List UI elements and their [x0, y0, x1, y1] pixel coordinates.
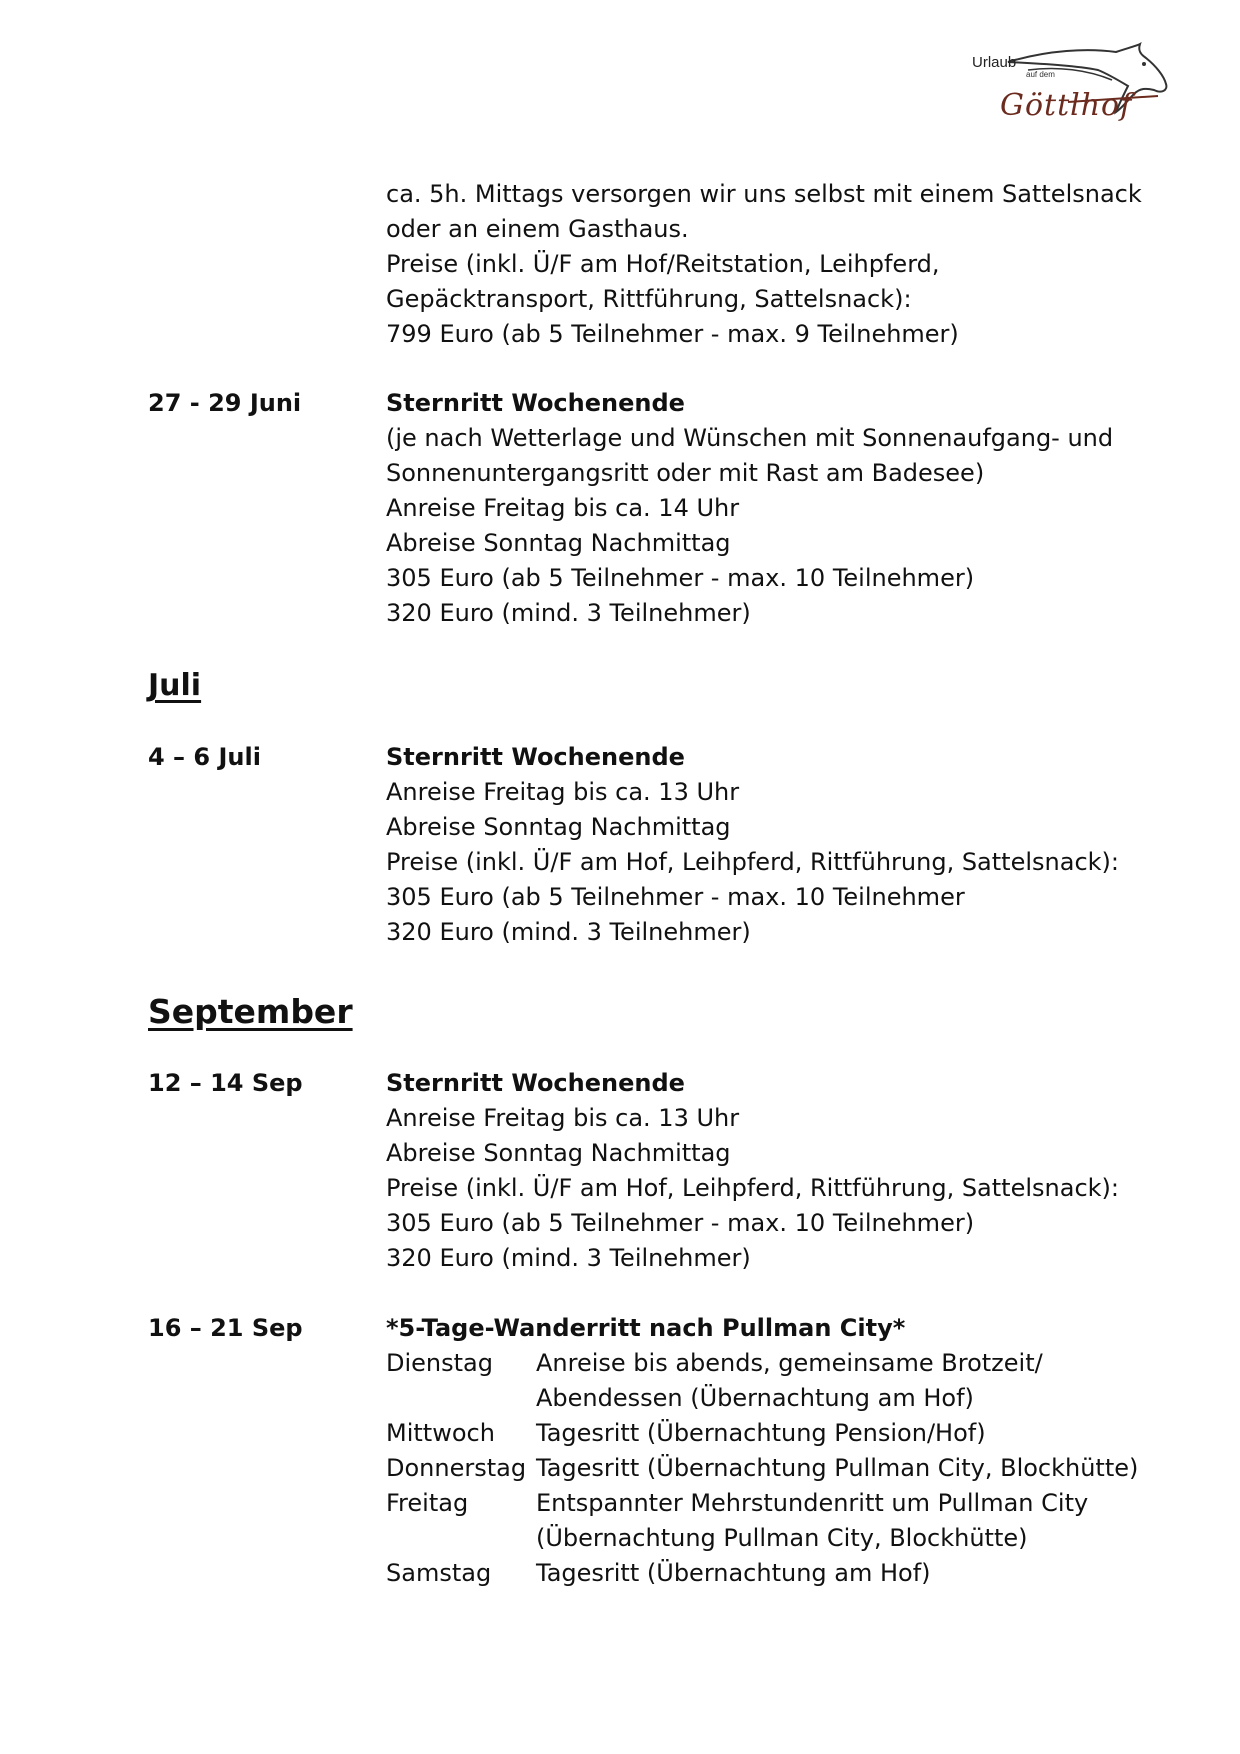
- intro-line: Preise (inkl. Ü/F am Hof/Reitstation, Leihpferd,: [386, 250, 940, 278]
- event-detail: Preise (inkl. Ü/F am Hof, Leihpferd, Rittführung, Sattelsnack):: [386, 848, 1119, 876]
- event-detail: 305 Euro (ab 5 Teilnehmer - max. 10 Teilnehmer: [386, 883, 965, 911]
- schedule-day: Samstag: [386, 1559, 492, 1587]
- intro-line: ca. 5h. Mittags versorgen wir uns selbst mit einem Sattelsnack: [386, 180, 1142, 208]
- schedule-day: Dienstag: [386, 1349, 493, 1377]
- schedule-day: Donnerstag: [386, 1454, 527, 1482]
- event-detail: Abreise Sonntag Nachmittag: [386, 529, 731, 557]
- schedule-detail: Entspannter Mehrstundenritt um Pullman City: [536, 1489, 1089, 1517]
- event-date: 16 – 21 Sep: [148, 1314, 303, 1342]
- event-date: 27 - 29 Juni: [148, 389, 302, 417]
- event-detail: Anreise Freitag bis ca. 14 Uhr: [386, 494, 740, 522]
- event-detail: 320 Euro (mind. 3 Teilnehmer): [386, 918, 751, 946]
- event-title: Sternritt Wochenende: [386, 743, 685, 771]
- schedule-detail: Tagesritt (Übernachtung am Hof): [536, 1559, 931, 1587]
- logo-name-text: Göttlhof: [1000, 88, 1133, 123]
- event-title: Sternritt Wochenende: [386, 389, 685, 417]
- event-detail: 305 Euro (ab 5 Teilnehmer - max. 10 Teilnehmer): [386, 564, 975, 592]
- logo-auf-dem-text: auf dem: [1026, 70, 1055, 79]
- event-title: *5-Tage-Wanderritt nach Pullman City*: [386, 1314, 906, 1342]
- month-heading-september: September: [148, 992, 353, 1031]
- event-detail: Sonnenuntergangsritt oder mit Rast am Badesee): [386, 459, 985, 487]
- intro-line: oder an einem Gasthaus.: [386, 215, 689, 243]
- event-date: 4 – 6 Juli: [148, 743, 261, 771]
- intro-line: Gepäcktransport, Rittführung, Sattelsnack):: [386, 285, 912, 313]
- event-detail: Anreise Freitag bis ca. 13 Uhr: [386, 1104, 740, 1132]
- event-detail: 320 Euro (mind. 3 Teilnehmer): [386, 599, 751, 627]
- goettlhof-logo: [968, 40, 1176, 140]
- intro-line: 799 Euro (ab 5 Teilnehmer - max. 9 Teilnehmer): [386, 320, 959, 348]
- schedule-detail: Anreise bis abends, gemeinsame Brotzeit/: [536, 1349, 1043, 1377]
- event-detail: 305 Euro (ab 5 Teilnehmer - max. 10 Teilnehmer): [386, 1209, 975, 1237]
- event-detail: Preise (inkl. Ü/F am Hof, Leihpferd, Rittführung, Sattelsnack):: [386, 1174, 1119, 1202]
- schedule-day: Mittwoch: [386, 1419, 495, 1447]
- event-detail: Abreise Sonntag Nachmittag: [386, 1139, 731, 1167]
- event-date: 12 – 14 Sep: [148, 1069, 303, 1097]
- event-title: Sternritt Wochenende: [386, 1069, 685, 1097]
- schedule-detail: Tagesritt (Übernachtung Pension/Hof): [536, 1419, 986, 1447]
- schedule-detail: Tagesritt (Übernachtung Pullman City, Blockhütte): [536, 1454, 1139, 1482]
- event-detail: Abreise Sonntag Nachmittag: [386, 813, 731, 841]
- logo-urlaub-text: Urlaub: [972, 54, 1017, 71]
- event-detail: 320 Euro (mind. 3 Teilnehmer): [386, 1244, 751, 1272]
- event-detail: (je nach Wetterlage und Wünschen mit Sonnenaufgang- und: [386, 424, 1114, 452]
- month-heading-juli: Juli: [148, 668, 202, 703]
- schedule-detail: (Übernachtung Pullman City, Blockhütte): [536, 1524, 1028, 1552]
- event-detail: Anreise Freitag bis ca. 13 Uhr: [386, 778, 740, 806]
- schedule-detail: Abendessen (Übernachtung am Hof): [536, 1384, 974, 1412]
- schedule-day: Freitag: [386, 1489, 469, 1517]
